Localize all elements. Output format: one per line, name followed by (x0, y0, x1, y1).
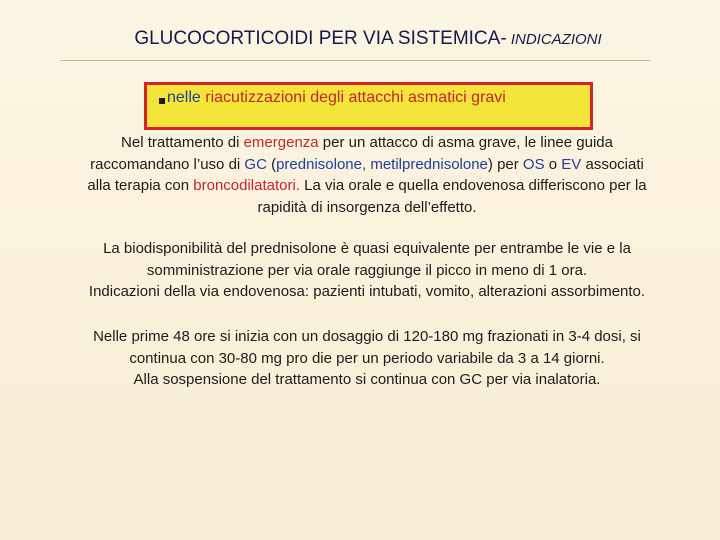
paragraph-line: rapidità di insorgenza dell’effetto. (257, 198, 477, 216)
paragraph-line: Indicazioni della via endovenosa: pazienti intubati, vomito, alterazioni assorbimento. (88, 283, 646, 300)
keyword-emergenza: emergenza (243, 134, 319, 151)
keyword-broncodilatatori: broncodilatatori. (193, 177, 300, 194)
paragraph-line (0, 132, 720, 154)
text-run: ) per (487, 155, 523, 173)
paragraph-line: La biodisponibilità del prednisolone è quasi equivalente per entrambe le vie e la (103, 240, 631, 257)
highlight-box (144, 82, 593, 130)
text-run: La via orale e quella endovenosa differiscono per la (300, 177, 647, 194)
paragraph-emergency (0, 132, 720, 218)
title-suffix: INDICAZIONI (506, 31, 602, 48)
square-bullet-icon (159, 98, 165, 104)
highlight-lead: nelle (167, 89, 201, 106)
paragraph-line (0, 154, 720, 176)
title-main: GLUCOCORTICOIDI PER VIA SISTEMICA- (134, 28, 507, 49)
paragraph-bioavailability (0, 238, 720, 303)
keyword-drugs: prednisolone, metilprednisolone (276, 155, 488, 173)
title-divider (60, 60, 650, 61)
text-run: o (544, 155, 562, 173)
text-run: alla terapia con (87, 177, 194, 194)
text-run: per un attacco di asma grave, le linee guida (318, 134, 613, 151)
text-run: associati (581, 155, 644, 173)
paragraph-line: somministrazione per via orale raggiunge il picco in meno di 1 ora. (146, 261, 588, 279)
keyword-ev: EV (561, 155, 582, 173)
keyword-os: OS (522, 155, 545, 173)
highlight-text (167, 89, 506, 107)
keyword-gc: GC (244, 155, 267, 173)
paragraph-dosage (0, 326, 720, 391)
highlight-emphasis: riacutizzazioni degli attacchi asmatici gravi (200, 89, 506, 106)
text-run: raccomandano l’uso di (90, 155, 245, 173)
paragraph-line (0, 175, 720, 197)
text-run: Nel trattamento di (121, 134, 244, 151)
paragraph-line: Alla sospensione del trattamento si continua con GC per via inalatoria. (133, 371, 601, 388)
text-run: ( (266, 155, 277, 173)
paragraph-line: Nelle prime 48 ore si inizia con un dosaggio di 120-180 mg frazionati in 3-4 dosi, si (93, 328, 641, 345)
paragraph-line: continua con 30-80 mg pro die per un periodo variabile da 3 a 14 giorni. (129, 349, 605, 367)
slide-title (0, 28, 720, 50)
